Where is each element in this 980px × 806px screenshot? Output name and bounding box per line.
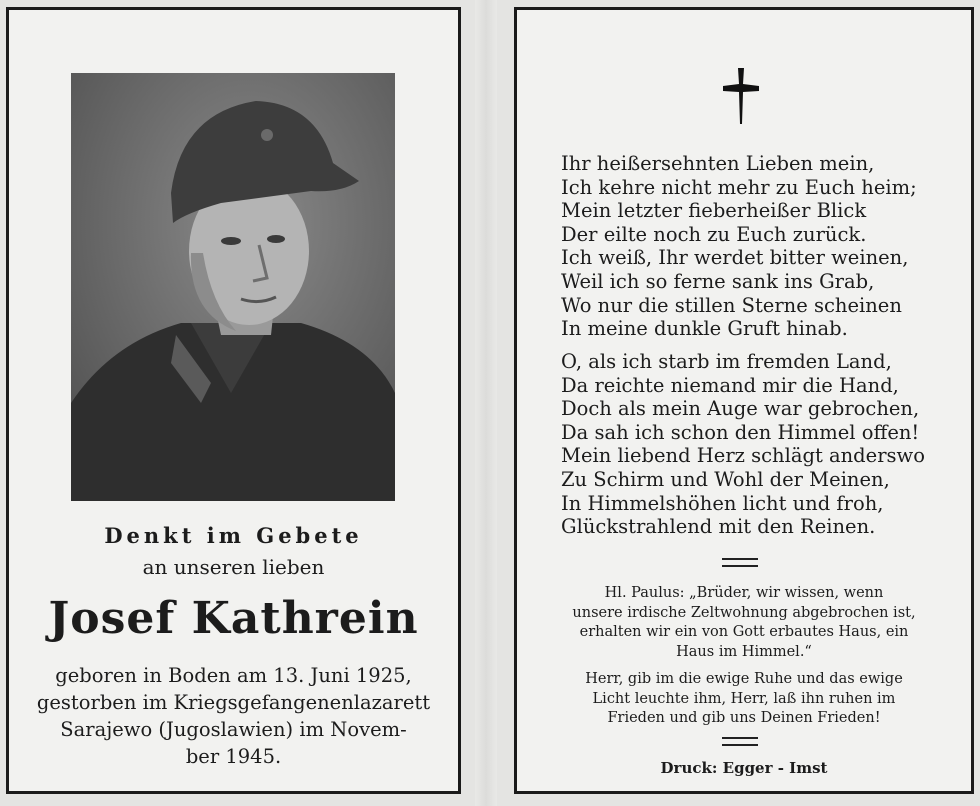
- printer-credit: Druck: Egger - Imst: [660, 759, 828, 777]
- divider: [722, 737, 758, 746]
- poem-line: Da reichte niemand mir die Hand,: [561, 373, 899, 397]
- portrait-photo: [71, 73, 395, 501]
- poem-line: Glückstrahlend mit den Reinen.: [561, 515, 876, 539]
- quote-line: erhalten wir ein von Gott erbautes Haus, ein: [579, 624, 909, 640]
- biography: [9, 662, 458, 770]
- poem-line: O, als ich starb im fremden Land,: [561, 350, 892, 373]
- heading-pray: Denkt im Gebete: [104, 523, 363, 548]
- poem-line: Wo nur die stillen Sterne scheinen: [561, 293, 902, 317]
- poem-line: In Himmelshöhen licht und froh,: [561, 491, 884, 515]
- quote-line: unsere irdische Zeltwohnung abgebrochen ist,: [572, 604, 916, 621]
- right-panel: [514, 7, 974, 794]
- poem-stanza-2: [561, 350, 925, 539]
- bio-line: geboren in Boden am 13. Juni 1925,: [55, 664, 412, 687]
- latin-cross-icon: [721, 66, 761, 126]
- prayer-line: Frieden und gib uns Deinen Frieden!: [607, 710, 881, 726]
- poem-line: Mein liebend Herz schlägt anderswo: [561, 444, 925, 468]
- prayer-line: Herr, gib im die ewige Ruhe und das ewige: [585, 671, 903, 687]
- bio-line: gestorben im Kriegsgefangenenlazarett: [36, 691, 431, 714]
- poem-stanza-1: [561, 152, 917, 341]
- poem-line: Zu Schirm und Wohl der Meinen,: [561, 467, 890, 491]
- poem-line: In meine dunkle Gruft hinab.: [561, 317, 848, 341]
- prayer-text: [517, 670, 971, 729]
- card-fold: [475, 0, 497, 806]
- poem-line: Mein letzter fieberheißer Blick: [561, 199, 867, 223]
- poem-line: Ich kehre nicht mehr zu Euch heim;: [561, 175, 917, 199]
- quote-line: Haus im Himmel.“: [676, 643, 812, 660]
- poem-line: Doch als mein Auge war gebrochen,: [561, 397, 920, 421]
- quote-line: Hl. Paulus: „Brüder, wir wissen, wenn: [604, 585, 884, 601]
- deceased-name: Josef Kathrein: [48, 593, 419, 644]
- heading-dear: an unseren lieben: [142, 555, 325, 579]
- poem-line: Der eilte noch zu Euch zurück.: [561, 222, 867, 246]
- bio-line: ber 1945.: [185, 745, 282, 768]
- poem-line: Ihr heißersehnten Lieben mein,: [561, 152, 875, 175]
- poem-line: Ich weiß, Ihr werdet bitter weinen,: [561, 246, 909, 270]
- prayer-line: Licht leuchte ihm, Herr, laß ihn ruhen im: [592, 690, 896, 707]
- poem-line: Da sah ich schon den Himmel offen!: [561, 420, 920, 444]
- divider: [722, 558, 758, 567]
- poem-line: Weil ich so ferne sank ins Grab,: [561, 269, 875, 293]
- bio-line: Sarajewo (Jugoslawien) im Novem-: [60, 718, 407, 741]
- left-panel: [6, 7, 461, 794]
- paulus-quote: [517, 584, 971, 662]
